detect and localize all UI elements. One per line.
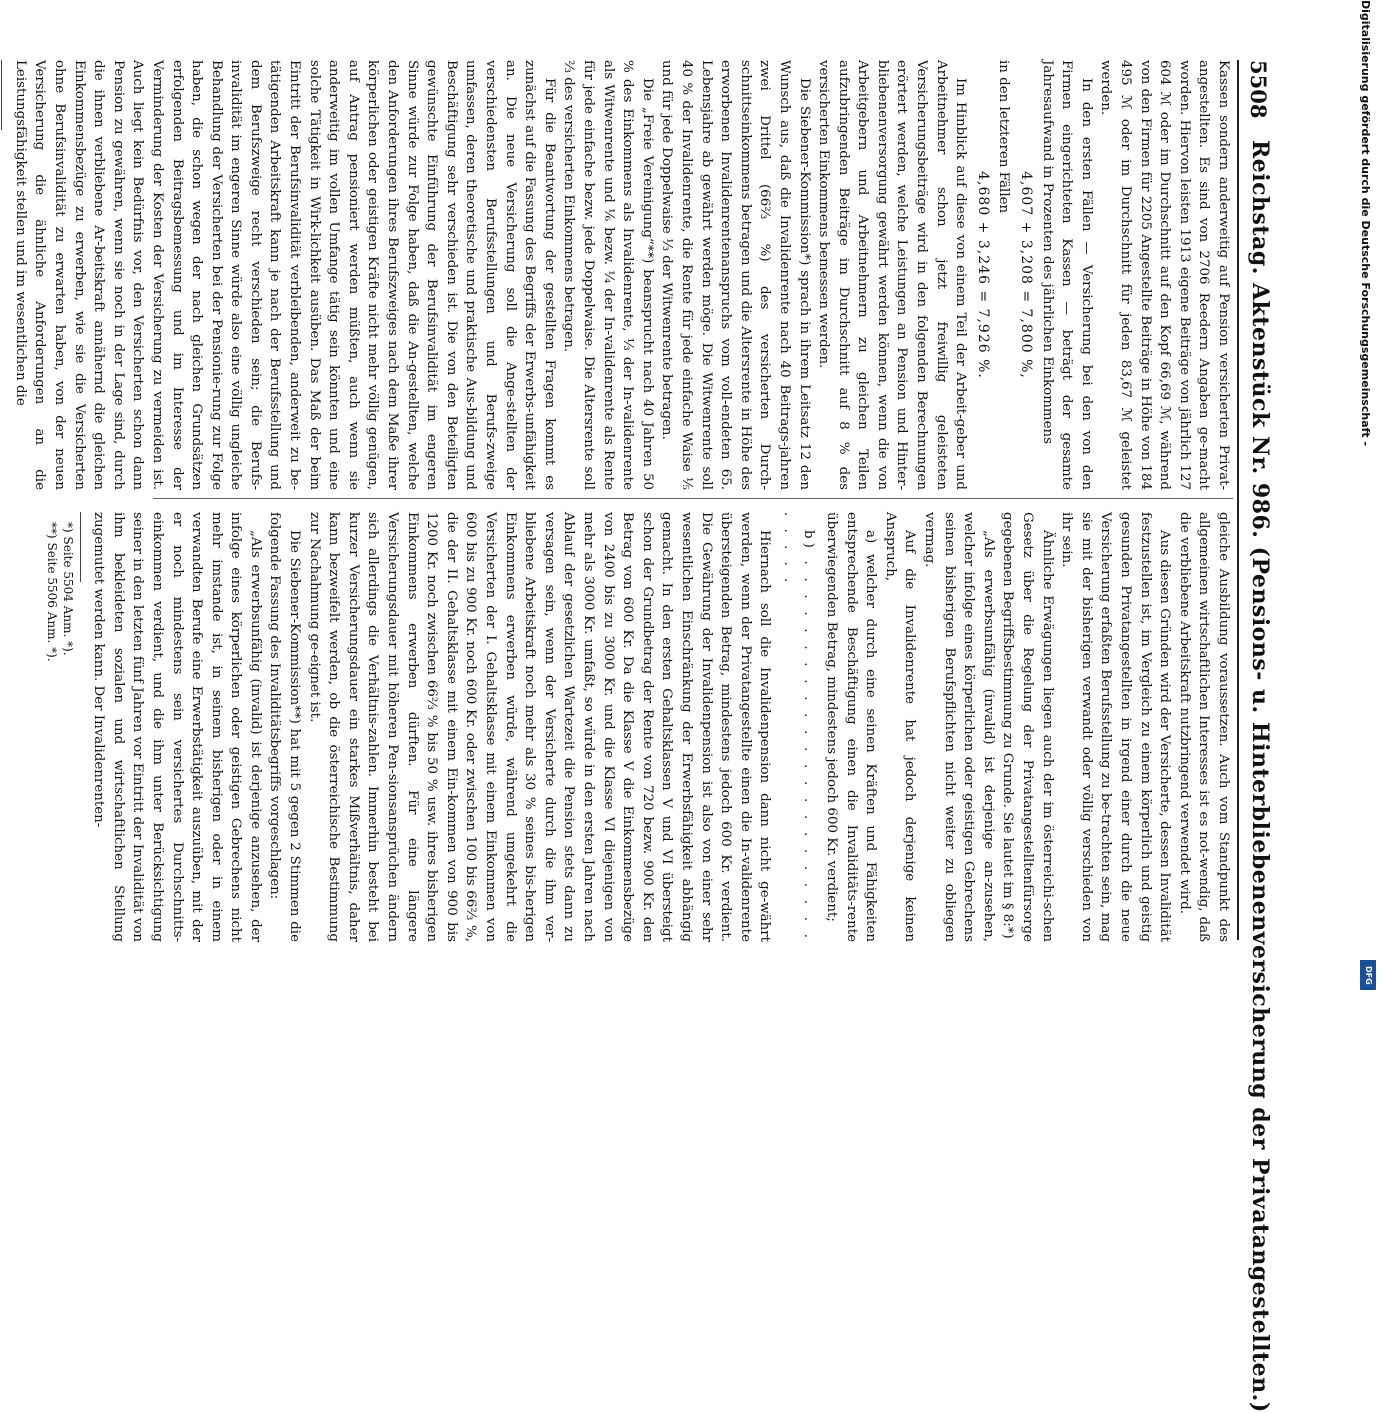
paragraph: Im Hinblick auf diese von einem Teil der Arbeit-geber und Arbeitnehmer schon jetzt freiwillig geleisteten Versicherungsbeiträge wird in den folgenden Berechnungen erörtert werden, welche Leistungen an Pension und Hinter-bliebenenversorgung gewährt werden können, wenn die von Arbeitgebern und Arbeitnehmern zu gleichen Teilen aufzubringenden Beiträge im Durchschnitt auf 8 % des versicherten Einkommens bemessen werden. [816,60,969,490]
paragraph: Für die Beantwortung der gestellten Fragen kommt es zunächst auf die Fassung des Begriffs der Erwerbs-unfähigkeit an. Die neue Versicherung soll die Ange-stellten der verschiedensten Berufsstellungen und Berufs-zweige umfassen, deren theoretische und praktische Aus-bildung und Beschäftigung sehr verschieden ist. Die von den Beteiligten gewünschte Einführung der Berufsinvalidität im engeren Sinne würde zur Folge haben, daß die An-gestellten, welche den Anforderungen ihres Berufszweiges nach dem Maße ihrer körperlichen oder geistigen Kräfte nicht mehr völlig genügen, auf Antrag pensioniert werden müßten, auch wenn sie anderweitig im vollen Umfange tätig sein könnten und eine solche Tätigkeit in Wirk-lichkeit ausüben. Das Maß der beim Eintritt der Berufsinvalidität verbleibenden, anderweit zu be-tätigenden Arbeitskraft kann je nach der Berufsstellung und dem Berufszweige recht verschieden sein; die Berufs-invalidität im engeren Sinne würde also eine völlig ungleiche Behandlung der Versicherten bei der Pensionie-rung zur Folge haben, die schon wegen der nach gleichen Grundsätzen erfolgenden Beitragsbemessung und im Interesse der Verminderung der Kosten der Versicherung zu vermeiden ist. Auch liegt kein Bedürfnis vor, den Versicherten schon dann Pension zu gewähren, wenn sie noch in der Lage sind, durch die ihnen verbliebene Ar-beitskraft annähernd die gleichen Einkommensbezüge zu erwerben, wie sie die Versicherten ohne Berufsinvalidität zu erwarten haben, von der neuen Versicherung die ähnliche Anforderungen an die Leistungsfähigkeit stellen und im wesentlichen die [12,60,557,490]
right-column [44,512,1233,942]
formula: 4,680 + 3,246 = 7,926 %. [974,171,991,379]
page-number: 5508 [1246,60,1271,119]
paragraph: In den ersten Fällen — Versicherung bei den von den Firmen eingerichteten Kassen — beträgt der gesamte Jahresaufwand in Prozenten des jährlichen Einkommens [1039,60,1094,490]
paragraph: Kassen sondern anderweitig auf Pension versicherten Privat-angestellten. Es sind von 2706 Reedern Angaben ge-macht worden. Hiervon leisten 1913 eigene Beiträge von jährlich 127 604 ℳ oder im Durchschnitt auf den Kopf 66,69 ℳ, während von den Firmen für 2205 Angestellte Beiträge in Höhe von 184 495 ℳ oder im Durchschnitt für jeden 83,67 ℳ geleistet werden. [1098,60,1231,490]
paragraph: Aus diesen Gründen wird der Versicherte, dessen Invalidität festzustellen ist, im Vergleich zu einem körperlich und geistig gesunden Privatangestellten in irgend einer durch die neue Versicherung erfaßten Berufsstellung zu be-trachten sein, mag sie mit der bisherigen verwandt oder völlig verschieden von ihr sein. [1059,512,1173,942]
column-rule [153,498,1233,499]
paragraph: Hiernach soll die Invalidenpension dann nicht ge-währt werden, wenn der Privatangestellte einen die In-validenrente übersteigenden Betrag, mindestens jedoch 600 Kr. verdient. Die Gewährung der Invalidenpension ist also von einer sehr wesentlichen Einschränkung der Erwerbsfähigkeit abhängig gemacht. In den ersten Gehaltsklassen V und VI übersteigt schon der Grundbetrag der Rente von 720 bezw. 900 Kr. den Betrag von 600 Kr. Da die Klasse V die Einkommensbezüge von 2400 bis zu 3000 Kr. und die Klasse VI diejenigen von mehr als 3000 Kr. umfaßt, so würde in den ersten Jahren nach Ablauf der gesetzlichen Wartezeit die Pension stets dann zu versagen sein, wenn der Versicherte durch die ihm ver-bliebene Arbeitskraft noch mehr als 30 % seines bis-herigen Einkommens erwerben würde, während umgekehrt die Versicherten der I. Gehaltsklasse mit einem Einkommen von 600 bis zu 900 Kr. noch 600 Kr. oder zwischen 100 bis 66⅔ %, die der II. Gehaltsklasse mit einem Ein-kommen von 900 bis 1200 Kr. noch zwischen 66⅔ % bis 50 % usw. ihres bisherigen Einkommens erwerben dürften. Für eine längere Versicherungsdauer mit höheren Pen-sionsansprüchen ändern sich allerdings die Verhältnis-zahlen. Immerhin besteht bei kurzer Versicherungsdauer ein starkes Mißverhältnis, daher kann bezweifelt werden, ob die österreichische Bestimmung zur Nachahmung ge-eignet ist. [306,512,773,942]
footnote: **) Seite 5506 Anm. *). [44,522,59,662]
footnote: *) Seite 5504 Anm. *). [60,522,75,656]
paragraph: Die „Freie Vereinigung“**) beansprucht nach 40 Jahren 50 % des Einkommens als Invalidenrente, ⅓ der In-validenrente als Witwenrente und ⅙ bezw. ¼ der In-validenrente als Rente für jede einfache bezw. jede Doppelwaise. Die Altersrente soll ⅔ des versicherten Einkommens betragen. [561,60,655,490]
formula: 4,607 + 3,208 = 7,800 %, [1018,171,1035,379]
quote-paragraph: a) welcher durch eine seinen Kräften und Fähigkeiten entsprechende Beschäftigung einen die Invaliditäts-rente überwiegenden Betrag, mindestens jedoch 600 Kr. verdient; [824,512,879,942]
footnote-rule [80,512,81,582]
dfg-logo-icon: DFG [1360,960,1376,990]
quote-paragraph: b) . . . . . . . . . . . . . . . . . . . . . . . . . . . . [780,512,816,942]
rotated-sheet [7,0,1297,1413]
quote-paragraph: „Als erwerbsunfähig (invalid) ist derjenige anzusehen, der infolge eines körperlichen oder geistigen Gebrechens nicht mehr imstande ist, in seinem bisherigen oder in einem verwandten Berufe eine Erwerbstätigkeit auszuüben, mit der er noch mindestens sein versichertes Durchschnitts-einkommen verdient, und die ihm unter Berücksichtigung seiner in den letzten fünf Jahren vor Eintritt der Invalidität von ihm bekleideten sozialen und wirtschaftlichen Stellung zugemutet werden kann. Der Invalidenrenten- [91,512,263,942]
paragraph: in den letzteren Fällen [996,60,1012,214]
paragraph: gleiche Ausbildung voraussetzen. Auch vom Standpunkt des allgemeinen wirtschaftlichen Interesses ist es not-wendig, daß die verbliebene Arbeitskraft nutzbringend verwendet wird. [1176,512,1231,942]
footnote-rule [1,60,2,130]
paragraph: Die Siebener-Kommission**) hat mit 5 gegen 2 Stimmen die folgende Fassung des Invaliditätsbegriffs vorgeschlagen: [267,512,303,942]
page-header [1239,60,1277,1413]
quote-paragraph: Auf die Invalidenrente hat jedoch derjenige keinen Anspruch, [882,512,918,942]
left-column [12,60,1233,490]
digitization-note-text: Digitalisierung gefördert durch die Deutsche Forschungsgemeinschaft - [1359,0,1372,447]
header-rule [1237,60,1239,940]
digitization-note [1356,0,1380,1000]
quote-paragraph: „Als erwerbsunfähig (invalid) ist derjenige an-zusehen, welcher infolge eines körperlichen oder geistigen Gebrechens seinen bisherigen Berufspflichten nicht weiter zu obliegen vermag. [922,512,996,942]
paragraph: Die Siebener-Kommission*) sprach in ihrem Leitsatz 12 den Wunsch aus, daß die Invalidenrente nach 40 Beitrags-jahren zwei Drittel (66⅔ %) des versicherten Durch-schnittseinkommens betragen und die Altersrente in Höhe des erworbenen Invalidenrentenanspruchs vom voll-endeten 65. Lebensjahre ab gewährt werden möge. Die Witwenrente soll 40 % der Invalidenrente, die Rente für jede einfache Waise ⅕ und für jede Doppelwaise ⅓ der Witwenrente betragen. [659,60,812,490]
paragraph: Ähnliche Erwägungen liegen auch der im österreichi-schen Gesetz über die Regelung der Privatangestelltenfürsorge gegebenen Begriffsbestimmung zu Grunde. Sie lautet im § 8:*) [1000,512,1055,942]
page-title: Reichstag. Aktenstück Nr. 986. (Pensions- u. Hinterbliebenenversicherung der Privatangestellten.) [1247,140,1273,1413]
